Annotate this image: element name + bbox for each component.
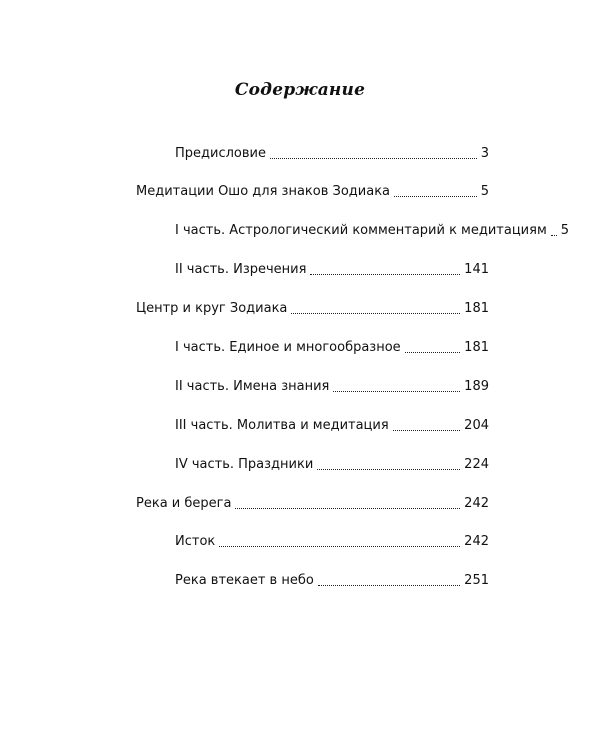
- toc-leader-dots: [219, 546, 460, 547]
- toc-entry-page: 181: [464, 340, 489, 355]
- toc-entry-label: Центр и круг Зодиака: [136, 301, 288, 316]
- toc-entry-page: 251: [464, 573, 489, 588]
- toc-entry-label: II часть. Изречения: [175, 262, 307, 277]
- toc-entry-label: Предисловие: [175, 146, 266, 161]
- toc-leader-dots: [394, 196, 477, 197]
- toc-entry: [175, 377, 489, 395]
- toc-entry-label: I часть. Астрологический комментарий к медитациям: [175, 223, 547, 238]
- toc-entry-label: II часть. Имена знания: [175, 379, 330, 394]
- toc-leader-dots: [551, 235, 557, 236]
- toc-entry-label: Медитации Ошо для знаков Зодиака: [136, 184, 391, 199]
- toc-entry-label: Исток: [175, 534, 216, 549]
- toc-entry-label: III часть. Молитва и медитация: [175, 418, 389, 433]
- toc-title: Содержание: [234, 80, 366, 100]
- toc-leader-dots: [270, 158, 477, 159]
- toc-entry-label: IV часть. Праздники: [175, 457, 314, 472]
- toc-leader-dots: [318, 585, 460, 586]
- toc-entry-page: 242: [464, 496, 489, 511]
- toc-leader-dots: [291, 313, 460, 314]
- toc-entry-page: 189: [464, 379, 489, 394]
- toc-leader-dots: [393, 430, 461, 431]
- toc-entry: [175, 455, 489, 473]
- toc-leader-dots: [333, 391, 460, 392]
- toc-entry-page: 224: [464, 457, 489, 472]
- toc-entry-page: 3: [480, 146, 489, 161]
- toc-leader-dots: [310, 274, 460, 275]
- toc-entry: [175, 571, 489, 589]
- toc-entry-page: 204: [464, 418, 489, 433]
- toc-entry-label: Река и берега: [136, 496, 232, 511]
- toc-leader-dots: [317, 469, 460, 470]
- toc-entry: [175, 416, 489, 434]
- toc-leader-dots: [235, 508, 460, 509]
- toc-entry-label: Река втекает в небо: [175, 573, 314, 588]
- toc-entry-page: 5: [480, 184, 489, 199]
- toc-entry-page: 141: [464, 262, 489, 277]
- toc-entry-page: 181: [464, 301, 489, 316]
- toc-entry: [175, 221, 570, 239]
- toc-entry: [136, 494, 489, 512]
- toc-entry: [175, 144, 489, 162]
- toc-leader-dots: [405, 352, 461, 353]
- toc-entry-page: 5: [560, 223, 570, 238]
- toc-entry: [175, 338, 489, 356]
- toc-entry-page: 242: [464, 534, 489, 549]
- toc-entry: [175, 260, 489, 278]
- toc-entry: [136, 182, 489, 200]
- toc-entry: [136, 299, 489, 317]
- toc-entry: [175, 532, 489, 550]
- toc-entry-label: I часть. Единое и многообразное: [175, 340, 401, 355]
